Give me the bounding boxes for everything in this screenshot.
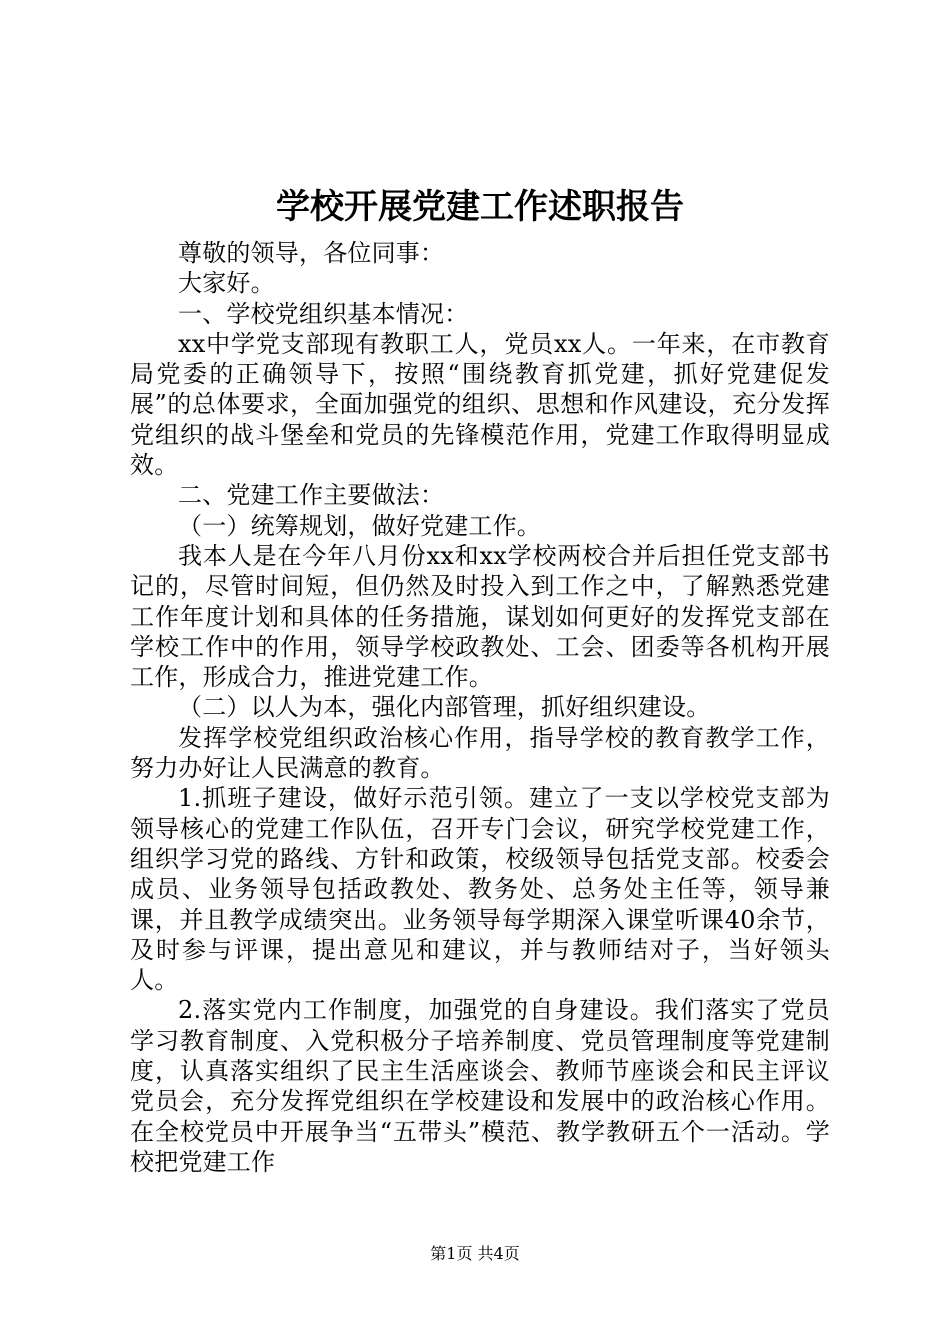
paragraph-overview: xx中学党支部现有教职工人，党员xx人。一年来，在市教育局党委的正确领导下，按照“围绕教育抓党建，抓好党建促发展”的总体要求，全面加强党的组织、思想和作风建设，充分发挥党组织的战斗堡垒和党员的先锋模范作用，党建工作取得明显成效。 <box>130 329 830 480</box>
document-title: 学校开展党建工作述职报告 <box>276 187 684 227</box>
paragraph-system: 2.落实党内工作制度，加强党的自身建设。我们落实了党员学习教育制度、入党积极分子培养制度、党员管理制度等党建制度，认真落实组织了民主生活座谈会、教师节座谈会和民主评议党员会，充分发挥党组织在学校建设和发展中的政治核心作用。在全校党员中开展争当“五带头”模范、教学教研五个一活动。学校把党建工作 <box>130 996 830 1176</box>
paragraph-planning: 我本人是在今年八月份xx和xx学校两校合并后担任党支部书记的，尽管时间短，但仍然及时投入到工作之中，了解熟悉党建工作年度计划和具体的任务措施，谋划如何更好的发挥党支部在学校工作中的作用，领导学校政教处、工会、团委等各机构开展工作，形成合力，推进党建工作。 <box>130 541 830 692</box>
paragraph-greeting: 尊敬的领导，各位同事： <box>178 239 445 267</box>
paragraph-hello: 大家好。 <box>178 269 275 298</box>
document-body <box>130 238 830 1177</box>
document-page <box>130 182 830 1177</box>
section-heading-2: 二、党建工作主要做法： <box>178 481 445 510</box>
paragraph-core-role: 发挥学校党组织政治核心作用，指导学校的教育教学工作，努力办好让人民满意的教育。 <box>130 723 830 783</box>
page-footer: 第1页 共4页 <box>430 1244 520 1263</box>
subsection-heading-2: （二）以人为本，强化内部管理，抓好组织建设。 <box>178 693 711 722</box>
paragraph-team-building: 1.抓班子建设，做好示范引领。建立了一支以学校党支部为领导核心的党建工作队伍，召开专门会议，研究学校党建工作，组织学习党的路线、方针和政策，校级领导包括党支部。校委会成员、业务领导包括政教处、教务处、总务处主任等，领导兼课，并且教学成绩突出。业务领导每学期深入课堂听课40余节，及时参与评课，提出意见和建议，并与教师结对子，当好领头人。 <box>130 784 830 995</box>
subsection-heading-1: （一）统筹规划，做好党建工作。 <box>178 511 541 540</box>
section-heading-1: 一、学校党组织基本情况： <box>178 299 469 328</box>
